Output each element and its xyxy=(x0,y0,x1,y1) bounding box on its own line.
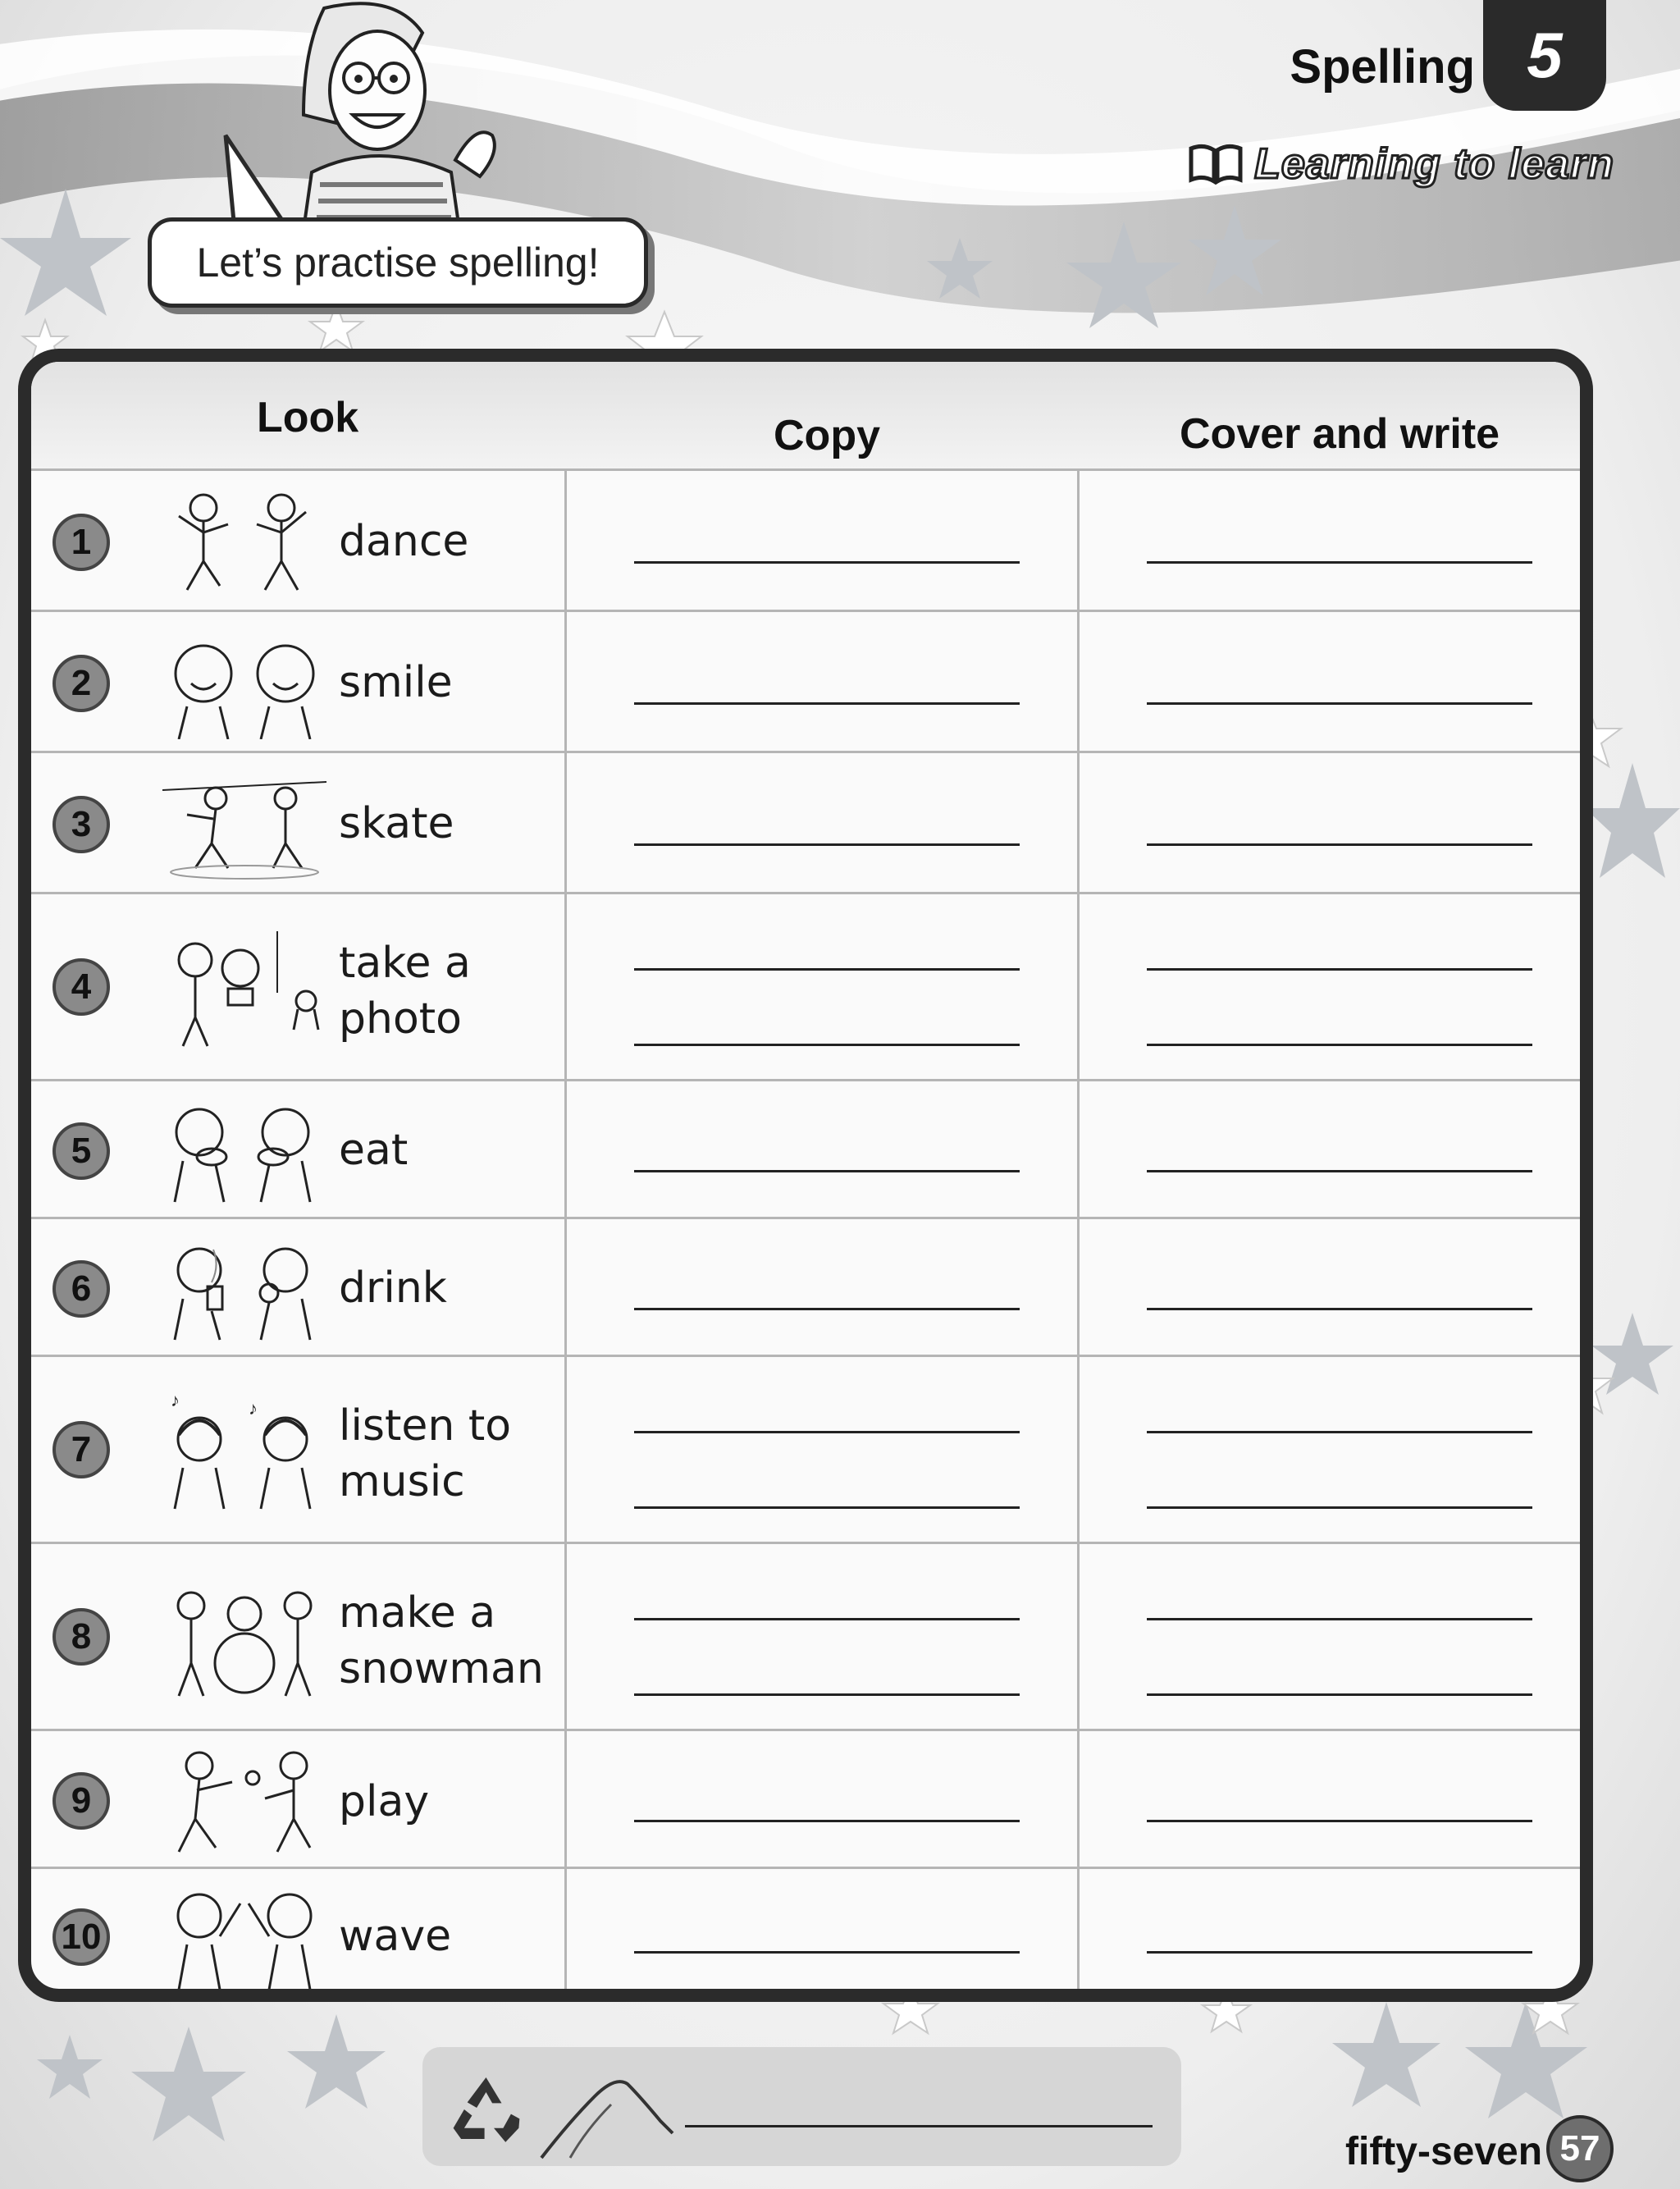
svg-text:♪: ♪ xyxy=(249,1398,258,1419)
drink-picture xyxy=(162,1229,326,1344)
column-header-copy: Copy xyxy=(774,412,880,459)
table-row xyxy=(31,1542,1580,1729)
copy-writing-line[interactable] xyxy=(634,1431,1020,1433)
row-number: 9 xyxy=(52,1772,110,1830)
section-title: Spelling xyxy=(1290,40,1475,94)
copy-writing-line[interactable] xyxy=(634,1308,1020,1310)
cover-write-line[interactable] xyxy=(1147,702,1532,705)
cover-write-line[interactable] xyxy=(1147,1506,1532,1509)
smile-picture xyxy=(162,624,326,739)
row-number: 4 xyxy=(52,958,110,1016)
cover-write-line[interactable] xyxy=(1147,1618,1532,1620)
copy-writing-line[interactable] xyxy=(634,561,1020,564)
mountain-icon xyxy=(537,2063,677,2162)
table-row xyxy=(31,1217,1580,1355)
speech-tail xyxy=(217,131,291,230)
spelling-word: skate xyxy=(339,799,454,848)
svg-text:♪: ♪ xyxy=(171,1390,180,1410)
spelling-word: make a snowman xyxy=(339,1588,544,1693)
copy-writing-line[interactable] xyxy=(634,1693,1020,1696)
copy-writing-line[interactable] xyxy=(634,968,1020,971)
row-number: 8 xyxy=(52,1608,110,1666)
table-row xyxy=(31,1079,1580,1217)
unit-tab xyxy=(1483,0,1606,111)
wave-picture xyxy=(162,1879,326,1994)
spelling-word: play xyxy=(339,1777,430,1826)
row-number: 2 xyxy=(52,655,110,712)
cover-write-line[interactable] xyxy=(1147,1044,1532,1046)
cover-write-line[interactable] xyxy=(1147,1820,1532,1822)
copy-writing-line[interactable] xyxy=(634,1044,1020,1046)
row-number: 3 xyxy=(52,796,110,853)
spelling-word: listen to music xyxy=(339,1401,512,1506)
spelling-table xyxy=(18,349,1593,2002)
table-row xyxy=(31,751,1580,892)
table-row xyxy=(31,468,1580,610)
row-number: 6 xyxy=(52,1260,110,1318)
page-number-text: fifty-seven xyxy=(1345,2130,1543,2173)
make-a-snowman-picture xyxy=(162,1577,326,1700)
cover-write-line[interactable] xyxy=(1147,843,1532,846)
play-picture xyxy=(162,1741,326,1856)
footer-recycle-box xyxy=(422,2047,1181,2166)
learning-to-learn-label xyxy=(1189,139,1614,189)
cover-write-line[interactable] xyxy=(1147,1431,1532,1433)
speech-bubble: Let’s practise spelling! xyxy=(148,217,648,308)
recycle-icon xyxy=(447,2072,525,2146)
spelling-word: wave xyxy=(339,1912,452,1961)
open-book-icon xyxy=(1189,144,1243,185)
spelling-word: take a photo xyxy=(339,939,471,1044)
row-number: 5 xyxy=(52,1122,110,1180)
column-header-cover-and-write: Cover and write xyxy=(1180,410,1500,458)
table-row xyxy=(31,1355,1580,1542)
unit-number: 5 xyxy=(1527,19,1563,91)
cover-write-line[interactable] xyxy=(1147,1308,1532,1310)
row-number: 10 xyxy=(52,1908,110,1966)
table-row xyxy=(31,610,1580,751)
copy-writing-line[interactable] xyxy=(634,1170,1020,1172)
table-row xyxy=(31,1867,1580,2002)
skate-picture xyxy=(162,765,326,880)
cover-write-line[interactable] xyxy=(1147,561,1532,564)
copy-writing-line[interactable] xyxy=(634,702,1020,705)
spelling-word: eat xyxy=(339,1126,409,1175)
table-header xyxy=(31,362,1580,468)
copy-writing-line[interactable] xyxy=(634,1506,1020,1509)
cover-write-line[interactable] xyxy=(1147,1170,1532,1172)
footer-writing-line[interactable] xyxy=(685,2125,1153,2127)
spelling-word: smile xyxy=(339,658,453,707)
row-number: 7 xyxy=(52,1421,110,1478)
copy-writing-line[interactable] xyxy=(634,843,1020,846)
spelling-word: drink xyxy=(339,1264,447,1313)
table-row xyxy=(31,892,1580,1079)
copy-writing-line[interactable] xyxy=(634,1951,1020,1954)
cover-write-line[interactable] xyxy=(1147,968,1532,971)
eat-picture xyxy=(162,1091,326,1206)
cover-write-line[interactable] xyxy=(1147,1693,1532,1696)
copy-writing-line[interactable] xyxy=(634,1618,1020,1620)
page-number-badge: 57 xyxy=(1546,2115,1614,2182)
dance-picture xyxy=(162,483,326,598)
copy-writing-line[interactable] xyxy=(634,1820,1020,1822)
listen-to-music-picture xyxy=(162,1390,326,1513)
take-a-photo-picture xyxy=(162,927,326,1050)
cover-write-line[interactable] xyxy=(1147,1951,1532,1954)
spelling-word: dance xyxy=(339,517,469,566)
subtitle: Learning to learn xyxy=(1254,140,1614,188)
row-number: 1 xyxy=(52,514,110,571)
column-header-look: Look xyxy=(257,394,359,441)
table-row xyxy=(31,1729,1580,1867)
